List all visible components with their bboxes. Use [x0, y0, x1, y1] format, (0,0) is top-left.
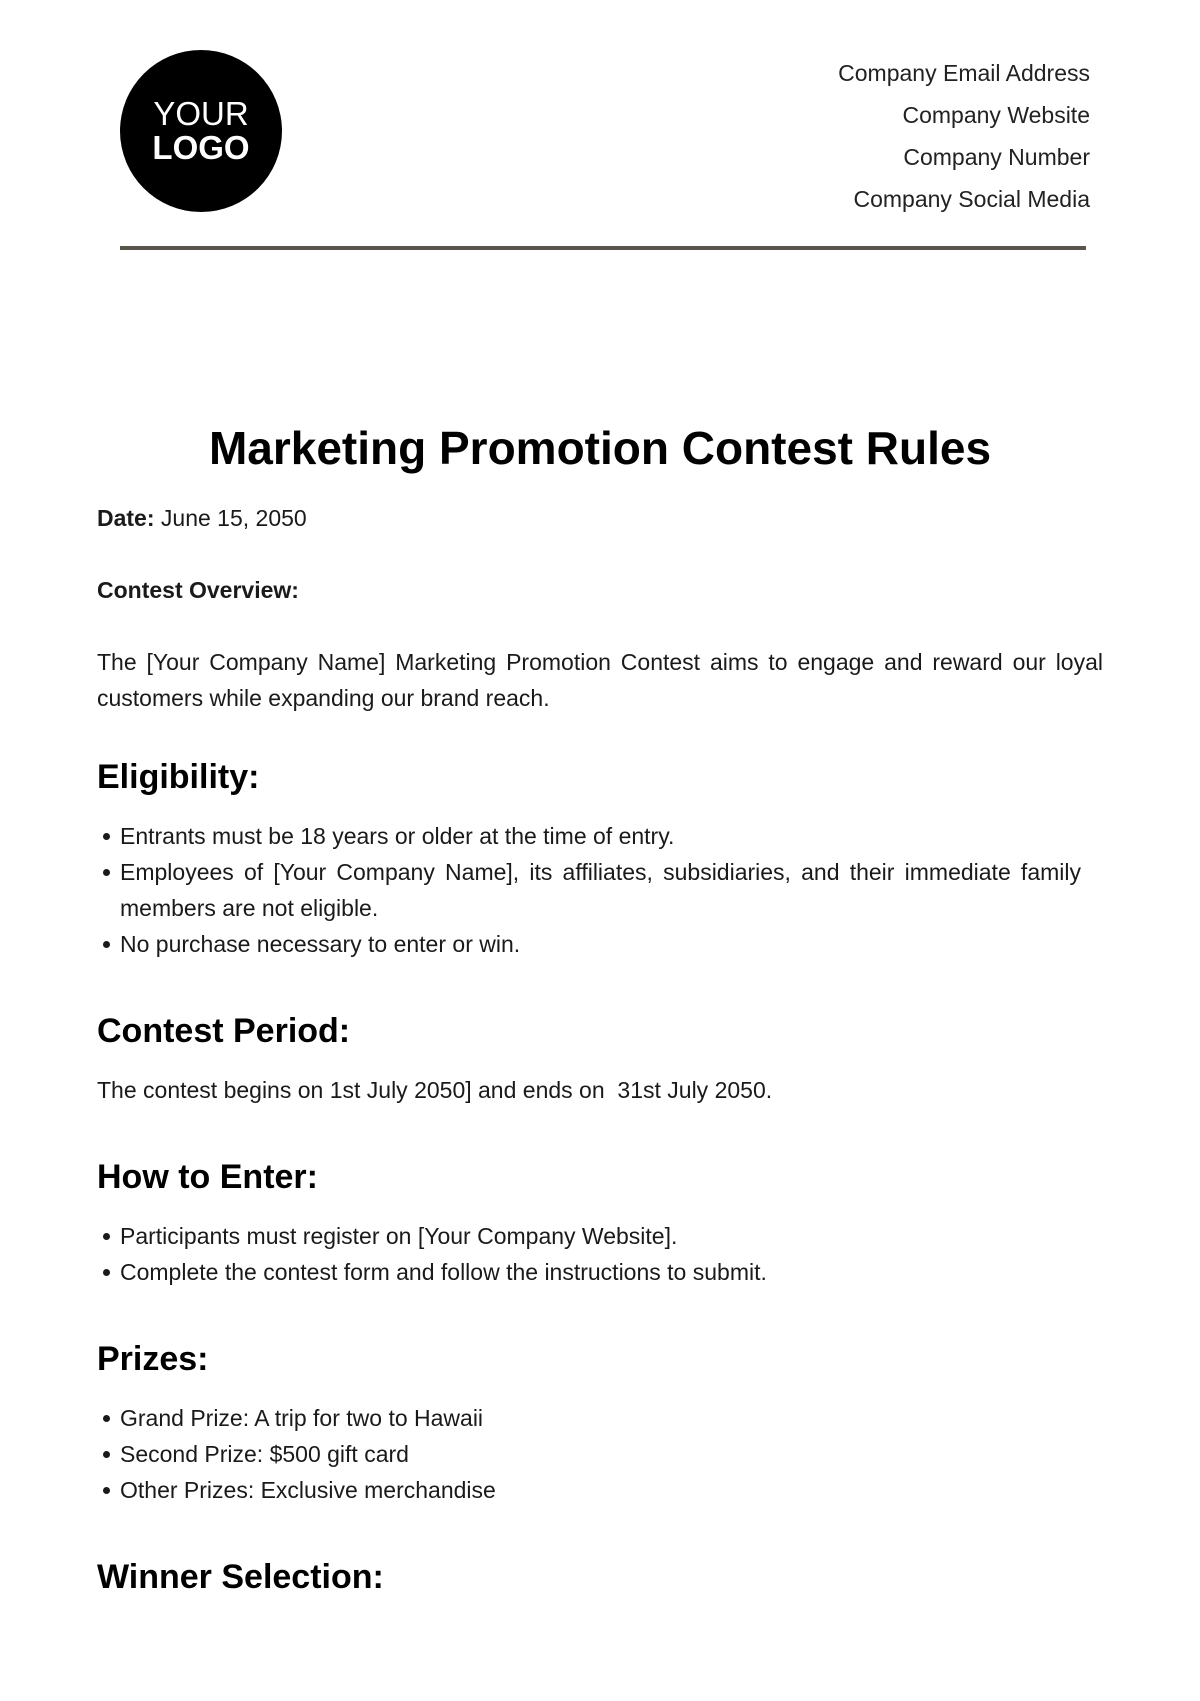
list-item: Entrants must be 18 years or older at the time of entry. — [97, 818, 1103, 854]
list-item: Complete the contest form and follow the instructions to submit. — [97, 1254, 1103, 1290]
company-email: Company Email Address — [838, 60, 1090, 86]
list-item: Grand Prize: A trip for two to Hawaii — [97, 1400, 1103, 1436]
company-social-media: Company Social Media — [853, 186, 1090, 212]
winner-selection-heading: Winner Selection: — [97, 1558, 384, 1596]
document-title: Marketing Promotion Contest Rules — [208, 422, 992, 474]
company-contact-block — [838, 52, 1090, 220]
list-item: Second Prize: $500 gift card — [97, 1436, 1103, 1472]
logo-text-line2: LOGO — [152, 129, 250, 166]
header-divider — [120, 246, 1086, 250]
list-item: Other Prizes: Exclusive merchandise — [97, 1472, 1103, 1508]
company-logo — [120, 50, 282, 212]
how-to-enter-heading: How to Enter: — [97, 1158, 318, 1196]
prizes-list — [97, 1400, 1103, 1508]
list-item: Participants must register on [Your Company Website]. — [97, 1218, 1103, 1254]
date-label: Date: — [97, 505, 155, 531]
date-line — [97, 500, 1103, 536]
prizes-heading: Prizes: — [97, 1340, 209, 1378]
company-website: Company Website — [902, 102, 1090, 128]
how-to-enter-list — [97, 1218, 1103, 1290]
overview-label: Contest Overview: — [97, 577, 299, 603]
eligibility-list — [97, 818, 1103, 962]
date-value: June 15, 2050 — [160, 505, 307, 531]
logo-text-line1: YOUR — [153, 95, 249, 132]
list-item: Employees of [Your Company Name], its affiliates, subsidiaries, and their immediate family members are not eligible. — [97, 854, 1103, 926]
contest-period-heading: Contest Period: — [97, 1012, 351, 1050]
eligibility-heading: Eligibility: — [97, 758, 260, 796]
document-body — [97, 500, 1103, 1598]
company-number: Company Number — [903, 144, 1090, 170]
overview-text: The [Your Company Name] Marketing Promotion Contest aims to engage and reward our loyal customers while expanding our brand reach. — [97, 649, 1103, 711]
list-item: No purchase necessary to enter or win. — [97, 926, 1103, 962]
contest-period-text: The contest begins on 1st July 2050] and ends on 31st July 2050. — [97, 1077, 773, 1103]
